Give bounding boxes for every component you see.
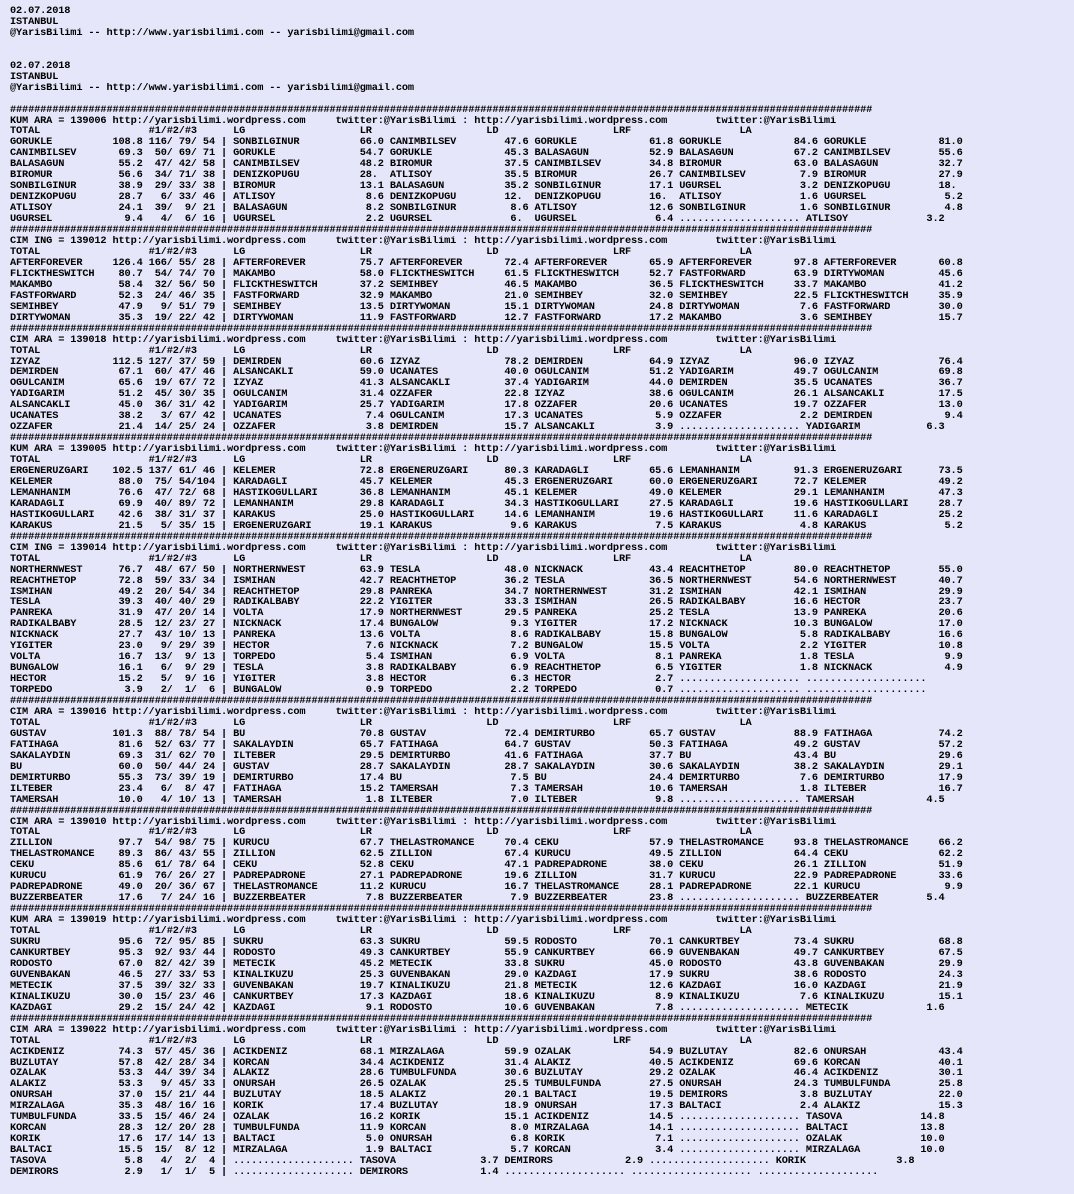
race-row: DIRTYWOMAN 35.3 19/ 22/ 42 | DIRTYWOMAN 11.9 FASTFORWARD 12.7 FASTFORWARD 17.2 MAKAMBO 3.6 SEMIHBEY 15.7 xyxy=(10,312,963,324)
separator-line: ############################################################################################################################################### xyxy=(10,904,873,916)
race-row: YIGITER 23.0 9/ 29/ 39 | HECTOR 7.6 NICKNACK 7.2 BUNGALOW 15.5 VOLTA 2.2 YIGITER 10.8 xyxy=(10,641,963,653)
separator-line: ############################################################################################################################################### xyxy=(10,1013,873,1025)
separator-line: ############################################################################################################################################### xyxy=(10,433,873,445)
separator-line: ############################################################################################################################################### xyxy=(10,225,873,237)
race-row: GUVENBAKAN 46.5 27/ 33/ 53 | KINALIKUZU 25.3 GUVENBAKAN 29.0 KAZDAGI 17.9 SUKRU 38.6 RODOSTO 24.3 xyxy=(10,969,963,981)
race-title: CIM ING = 139014 http://yarisbilimi.wordpress.com twitter:@YarisBilimi : http://yarisbilimi.wordpress.com twitter:@YarisBilimi xyxy=(10,542,836,554)
race-row: GUSTAV 101.3 88/ 78/ 54 | BU 70.8 GUSTAV 72.4 DEMIRTURBO 65.7 GUSTAV 88.9 FATIHAGA 74.2 xyxy=(10,728,963,740)
race-row: KURUCU 61.9 76/ 26/ 27 | PADREPADRONE 27.1 PADREPADRONE 19.6 ZILLION 31.7 KURUCU 22.9 PADREPADRONE 33.6 xyxy=(10,871,963,883)
race-row: ISMIHAN 49.2 20/ 54/ 34 | REACHTHETOP 29.8 PANREKA 34.7 NORTHERNWEST 31.2 ISMIHAN 42.1 ISMIHAN 29.9 xyxy=(10,586,963,598)
race-row: ACIKDENIZ 74.3 57/ 45/ 36 | ACIKDENIZ 68.1 MIRZALAGA 59.9 OZALAK 54.9 BUZLUTAY 82.6 ONURSAH 43.4 xyxy=(10,1046,963,1058)
race-row: KORIK 17.6 17/ 14/ 13 | BALTACI 5.0 ONURSAH 6.8 KORIK 7.1 .................... OZALAK 10.0 xyxy=(10,1134,945,1146)
blank-line xyxy=(10,50,1074,61)
race-row: DEMIRDEN 67.1 60/ 47/ 46 | ALSANCAKLI 59.0 UCANATES 40.0 OGULCANIM 51.2 YADIGARIM 49.7 OGULCANIM 69.8 xyxy=(10,367,963,379)
race-row: SUKRU 95.6 72/ 95/ 85 | SUKRU 63.3 SUKRU 59.5 RODOSTO 70.1 CANKURTBEY 73.4 SUKRU 68.8 xyxy=(10,937,963,948)
race-row: OZALAK 53.3 44/ 39/ 34 | ALAKIZ 28.6 TUMBULFUNDA 30.6 BUZLUTAY 29.2 OZALAK 46.4 ACIKDENIZ 30.1 xyxy=(10,1068,963,1080)
race-row: BIROMUR 56.6 34/ 71/ 38 | DENIZKOPUGU 28. ATLISOY 35.5 BIROMUR 26.7 CANIMBILSEV 7.9 BIROMUR 27.9 xyxy=(10,170,963,182)
race-row: BALASAGUN 55.2 47/ 42/ 58 | CANIMBILSEV 48.2 BIROMUR 37.5 CANIMBILSEV 34.8 BIROMUR 63.0 BALASAGUN 32.7 xyxy=(10,159,963,171)
race-row: KAZDAGI 29.2 15/ 24/ 42 | KAZDAGI 9.1 RODOSTO 10.6 GUVENBAKAN 7.8 .................... METECIK 1.6 xyxy=(10,1002,945,1014)
race-title: KUM ARA = 139019 http://yarisbilimi.wordpress.com twitter:@YarisBilimi : http://yarisbilimi.wordpress.com twitter:@YarisBilimi xyxy=(10,915,836,927)
race-row: TORPEDO 3.9 2/ 1/ 6 | BUNGALOW 0.9 TORPEDO 2.2 TORPEDO 0.7 .................... .................... xyxy=(10,685,927,697)
race-row: PANREKA 31.9 47/ 20/ 14 | VOLTA 17.9 NORTHERNWEST 29.5 PANREKA 25.2 TESLA 13.9 PANREKA 20.6 xyxy=(10,608,963,620)
race-row: HASTIKOGULLARI 42.6 38/ 31/ 37 | KARAKUS 25.0 HASTIKOGULLARI 14.6 LEMANHANIM 19.6 HASTIKOGULLARI 11.6 KARADAGLI 25.2 xyxy=(10,509,963,521)
race-title: CIM ARA = 139022 http://yarisbilimi.wordpress.com twitter:@YarisBilimi : http://yarisbilimi.wordpress.com twitter:@YarisBilimi xyxy=(10,1024,836,1036)
blank-line xyxy=(10,39,1074,50)
race-row: FASTFORWARD 52.3 24/ 46/ 35 | FASTFORWARD 32.9 MAKAMBO 21.0 SEMIHBEY 32.0 SEMIHBEY 22.5 FLICKTHESWITCH 35.9 xyxy=(10,290,963,302)
separator-line: ############################################################################################################################################### xyxy=(10,531,873,543)
race-row: UGURSEL 9.4 4/ 6/ 16 | UGURSEL 2.2 UGURSEL 6. UGURSEL 6.4 .................... ATLISOY 3.2 xyxy=(10,214,945,226)
race-row: SEMIHBEY 47.9 9/ 51/ 79 | SEMIHBEY 13.5 DIRTYWOMAN 15.1 DIRTYWOMAN 24.8 DIRTYWOMAN 7.6 FASTFORWARD 30.0 xyxy=(10,301,963,313)
race-row: TAMERSAH 10.0 4/ 10/ 13 | TAMERSAH 1.8 ILTEBER 7.0 ILTEBER 9.8 .................... TAMERSAH 4.5 xyxy=(10,794,945,806)
race-title: CIM ARA = 139018 http://yarisbilimi.wordpress.com twitter:@YarisBilimi : http://yarisbilimi.wordpress.com twitter:@YarisBilimi xyxy=(10,334,836,346)
race-row: CEKU 85.6 61/ 78/ 64 | CEKU 52.8 CEKU 47.1 PADREPADRONE 38.0 CEKU 26.1 ZILLION 51.9 xyxy=(10,860,963,872)
race-row: SONBILGINUR 38.9 29/ 33/ 38 | BIROMUR 13.1 BALASAGUN 35.2 SONBILGINUR 17.1 UGURSEL 3.2 DENIZKOPUGU 18. xyxy=(10,181,957,193)
race-row: OGULCANIM 65.6 19/ 67/ 72 | IZYAZ 41.3 ALSANCAKLI 37.4 YADIGARIM 44.0 DEMIRDEN 35.5 UCANATES 36.7 xyxy=(10,378,963,390)
race-row: MAKAMBO 58.4 32/ 56/ 50 | FLICKTHESWITCH 37.2 SEMIHBEY 46.5 MAKAMBO 36.5 FLICKTHESWITCH 33.7 MAKAMBO 41.2 xyxy=(10,279,963,291)
blank-line xyxy=(10,94,1074,105)
race-row: UCANATES 38.2 3/ 67/ 42 | UCANATES 7.4 OGULCANIM 17.3 UCANATES 5.9 OZZAFER 2.2 DEMIRDEN 9.4 xyxy=(10,411,963,423)
race-column-header: TOTAL #1/#2/#3 LG LR LD LRF LA xyxy=(10,455,752,467)
race-row: THELASTROMANCE 89.3 86/ 43/ 55 | ZILLION 62.5 ZILLION 67.4 KURUCU 49.5 ZILLION 64.4 CEKU 62.2 xyxy=(10,849,963,861)
race-row: NORTHERNWEST 76.7 48/ 67/ 50 | NORTHERNWEST 63.9 TESLA 48.0 NICKNACK 43.4 REACHTHETOP 80.0 REACHTHETOP 55.0 xyxy=(10,564,963,576)
separator-line: ############################################################################################################################################### xyxy=(10,323,873,335)
race-column-header: TOTAL #1/#2/#3 LG LR LD LRF LA xyxy=(10,553,752,565)
race-row: RADIKALBABY 28.5 12/ 23/ 27 | NICKNACK 17.4 BUNGALOW 9.3 YIGITER 17.2 NICKNACK 10.3 BUNGALOW 17.0 xyxy=(10,619,963,631)
race-row: KELEMER 88.0 75/ 54/104 | KARADAGLI 45.7 KELEMER 45.3 ERGENERUZGARI 60.0 ERGENERUZGARI 72.7 KELEMER 49.2 xyxy=(10,476,963,488)
race-row: DEMIRTURBO 55.3 73/ 39/ 19 | DEMIRTURBO 17.4 BU 7.5 BU 24.4 DEMIRTURBO 7.6 DEMIRTURBO 17.9 xyxy=(10,772,963,784)
race-row: SAKALAYDIN 69.3 31/ 62/ 70 | ILTEBER 29.5 DEMIRTURBO 41.6 FATIHAGA 37.7 BU 43.4 BU 29.6 xyxy=(10,750,963,762)
race-row: KARADAGLI 69.9 40/ 89/ 72 | LEMANHANIM 29.8 KARADAGLI 34.3 HASTIKOGULLARI 27.5 KARADAGLI 19.6 HASTIKOGULLARI 28.7 xyxy=(10,498,963,510)
race-row: REACHTHETOP 72.8 59/ 33/ 34 | ISMIHAN 42.7 REACHTHETOP 36.2 TESLA 36.5 NORTHERNWEST 54.6 NORTHERNWEST 40.7 xyxy=(10,575,963,587)
separator-line: ############################################################################################################################################### xyxy=(10,805,873,817)
header-line: @YarisBilimi -- http://www.yarisbilimi.com -- yarisbilimi@gmail.com xyxy=(10,82,414,94)
race-row: GORUKLE 108.8 116/ 79/ 54 | SONBILGINUR 66.0 CANIMBILSEV 47.6 GORUKLE 61.8 GORUKLE 84.6 GORUKLE 81.0 xyxy=(10,137,963,149)
race-column-header: TOTAL #1/#2/#3 LG LR LD LRF LA xyxy=(10,345,752,357)
race-column-header: TOTAL #1/#2/#3 LG LR LD LRF LA xyxy=(10,717,752,729)
race-row: BALTACI 15.5 15/ 8/ 12 | MIRZALAGA 1.9 BALTACI 5.7 KORCAN 3.4 .................... MIRZALAGA 10.0 xyxy=(10,1145,945,1157)
race-row: MIRZALAGA 35.3 48/ 16/ 16 | KORIK 17.4 BUZLUTAY 18.9 ONURSAH 17.3 BALTACI 2.4 ALAKIZ 15.3 xyxy=(10,1101,963,1113)
race-title: CIM ARA = 139010 http://yarisbilimi.wordpress.com twitter:@YarisBilimi : http://yarisbilimi.wordpress.com twitter:@YarisBilimi xyxy=(10,816,836,828)
race-column-header: TOTAL #1/#2/#3 LG LR LD LRF LA xyxy=(10,1035,752,1047)
race-row: YADIGARIM 51.2 45/ 30/ 35 | OGULCANIM 31.4 OZZAFER 22.8 IZYAZ 38.6 OGULCANIM 26.1 ALSANCAKLI 17.5 xyxy=(10,389,963,401)
race-row: BUZZERBEATER 17.6 7/ 24/ 16 | BUZZERBEATER 7.8 BUZZERBEATER 7.9 BUZZERBEATER 23.8 .................... BUZZERBEATER 5.4 xyxy=(10,893,945,905)
race-title: CIM ARA = 139016 http://yarisbilimi.wordpress.com twitter:@YarisBilimi : http://yarisbilimi.wordpress.com twitter:@YarisBilimi xyxy=(10,707,836,718)
race-row: ILTEBER 23.4 6/ 8/ 47 | FATIHAGA 15.2 TAMERSAH 7.3 TAMERSAH 10.6 TAMERSAH 1.8 ILTEBER 16.7 xyxy=(10,783,963,795)
race-row: ZILLION 97.7 54/ 98/ 75 | KURUCU 67.7 THELASTROMANCE 70.4 CEKU 57.9 THELASTROMANCE 93.8 THELASTROMANCE 66.2 xyxy=(10,838,963,850)
race-row: FATIHAGA 81.6 52/ 63/ 77 | SAKALAYDIN 65.7 FATIHAGA 64.7 GUSTAV 50.3 FATIHAGA 49.2 GUSTAV 57.2 xyxy=(10,739,963,751)
race-row: ALSANCAKLI 45.0 36/ 31/ 42 | YADIGARIM 25.7 YADIGARIM 17.8 OZZAFER 20.6 UCANATES 19.7 OZZAFER 13.0 xyxy=(10,400,963,412)
header-line: 02.07.2018 xyxy=(10,60,71,72)
race-row: DENIZKOPUGU 28.7 6/ 33/ 46 | ATLISOY 8.6 DENIZKOPUGU 12. DENIZKOPUGU 16. ATLISOY 1.6 UGURSEL 5.2 xyxy=(10,192,963,204)
race-row: IZYAZ 112.5 127/ 37/ 59 | DEMIRDEN 60.6 IZYAZ 78.2 DEMIRDEN 64.9 IZYAZ 96.0 IZYAZ 76.4 xyxy=(10,356,963,368)
race-title: KUM ARA = 139006 http://yarisbilimi.wordpress.com twitter:@YarisBilimi : http://yarisbilimi.wordpress.com twitter:@YarisBilimi xyxy=(10,115,836,127)
race-row: DEMIRORS 2.9 1/ 1/ 5 | .................... DEMIRORS 1.4 .................... .................... .................... xyxy=(10,1167,879,1178)
race-row: METECIK 37.5 39/ 32/ 33 | GUVENBAKAN 19.7 KINALIKUZU 21.8 METECIK 12.6 KAZDAGI 16.0 KAZDAGI 21.9 xyxy=(10,980,963,992)
header-line: 02.07.2018 xyxy=(10,6,71,17)
race-row: VOLTA 16.7 13/ 9/ 13 | TORPEDO 5.4 ISMIHAN 6.9 VOLTA 8.1 PANREKA 1.8 TESLA 9.9 xyxy=(10,652,963,664)
race-row: ATLISOY 24.1 39/ 9/ 21 | BALASAGUN 8.2 SONBILGINUR 8.6 ATLISOY 12.6 SONBILGINUR 1.6 SONBILGINUR 4.8 xyxy=(10,203,963,215)
race-row: BUNGALOW 16.1 6/ 9/ 29 | TESLA 3.8 RADIKALBABY 6.9 REACHTHETOP 6.5 YIGITER 1.8 NICKNACK 4.9 xyxy=(10,663,963,675)
race-row: AFTERFOREVER 126.4 166/ 55/ 28 | AFTERFOREVER 75.7 AFTERFOREVER 72.4 AFTERFOREVER 65.9 AFTERFOREVER 97.8 AFTERFOREVER 60.8 xyxy=(10,257,963,269)
race-row: RODOSTO 67.0 82/ 42/ 39 | METECIK 45.2 METECIK 33.8 SUKRU 45.0 RODOSTO 43.8 GUVENBAKAN 29.9 xyxy=(10,958,963,970)
separator-line: ############################################################################################################################################### xyxy=(10,104,873,116)
header-line: ISTANBUL xyxy=(10,71,59,83)
race-row: CANIMBILSEV 69.3 50/ 69/ 71 | GORUKLE 54.7 GORUKLE 45.3 BALASAGUN 52.9 BALASAGUN 67.2 CANIMBILSEV 55.6 xyxy=(10,148,963,160)
race-row: ERGENERUZGARI 102.5 137/ 61/ 46 | KELEMER 72.8 ERGENERUZGARI 80.3 KARADAGLI 65.6 LEMANHANIM 91.3 ERGENERUZGARI 73.5 xyxy=(10,466,963,477)
race-row: TESLA 39.3 40/ 40/ 29 | RADIKALBABY 22.2 YIGITER 33.3 ISMIHAN 26.5 RADIKALBABY 16.6 HECTOR 23.7 xyxy=(10,597,963,609)
race-row: FLICKTHESWITCH 80.7 54/ 74/ 70 | MAKAMBO 58.0 FLICKTHESWITCH 61.5 FLICKTHESWITCH 52.7 FASTFORWARD 63.9 DIRTYWOMAN 45.6 xyxy=(10,268,963,280)
race-title: KUM ARA = 139005 http://yarisbilimi.wordpress.com twitter:@YarisBilimi : http://yarisbilimi.wordpress.com twitter:@YarisBilimi xyxy=(10,444,836,456)
race-row: ALAKIZ 53.3 9/ 45/ 33 | ONURSAH 26.5 OZALAK 25.5 TUMBULFUNDA 27.5 ONURSAH 24.3 TUMBULFUNDA 25.8 xyxy=(10,1079,963,1091)
race-row: KORCAN 28.3 12/ 20/ 28 | TUMBULFUNDA 11.9 KORCAN 8.0 MIRZALAGA 14.1 .................... BALTACI 13.8 xyxy=(10,1123,945,1135)
race-column-header: TOTAL #1/#2/#3 LG LR LD LRF LA xyxy=(10,926,752,938)
race-title: CIM ING = 139012 http://yarisbilimi.wordpress.com twitter:@YarisBilimi : http://yarisbilimi.wordpress.com twitter:@YarisBilimi xyxy=(10,236,836,247)
header-line: @YarisBilimi -- http://www.yarisbilimi.com -- yarisbilimi@gmail.com xyxy=(10,27,414,39)
race-column-header: TOTAL #1/#2/#3 LG LR LD LRF LA xyxy=(10,126,752,138)
race-row: OZZAFER 21.4 14/ 25/ 24 | OZZAFER 3.8 DEMIRDEN 15.7 ALSANCAKLI 3.9 .................... YADIGARIM 6.3 xyxy=(10,422,945,434)
race-row: TUMBULFUNDA 33.5 15/ 46/ 24 | OZALAK 16.2 KORIK 15.1 ACIKDENIZ 14.5 .................... TASOVA 14.8 xyxy=(10,1112,945,1124)
race-row: HECTOR 15.2 5/ 9/ 16 | YIGITER 3.8 HECTOR 6.3 HECTOR 2.7 .................... .................... xyxy=(10,674,927,686)
race-row: NICKNACK 27.7 43/ 10/ 13 | PANREKA 13.6 VOLTA 8.6 RADIKALBABY 15.8 BUNGALOW 5.8 RADIKALBABY 16.6 xyxy=(10,630,963,642)
race-column-header: TOTAL #1/#2/#3 LG LR LD LRF LA xyxy=(10,246,752,258)
race-row: PADREPADRONE 49.0 20/ 36/ 67 | THELASTROMANCE 11.2 KURUCU 16.7 THELASTROMANCE 28.1 PADREPADRONE 22.1 KURUCU 9.9 xyxy=(10,882,963,894)
race-row: BUZLUTAY 57.8 42/ 28/ 34 | KORCAN 34.4 ACIKDENIZ 31.4 ALAKIZ 40.5 ACIKDENIZ 69.6 KORCAN 40.1 xyxy=(10,1057,963,1069)
race-row: TASOVA 5.8 4/ 2/ 4 | .................... TASOVA 3.7 DEMIRORS 2.9 .................... KORIK 3.8 xyxy=(10,1156,915,1168)
race-column-header: TOTAL #1/#2/#3 LG LR LD LRF LA xyxy=(10,827,752,839)
race-row: KINALIKUZU 30.0 15/ 23/ 46 | CANKURTBEY 17.3 KAZDAGI 18.6 KINALIKUZU 8.9 KINALIKUZU 7.6 KINALIKUZU 15.1 xyxy=(10,991,963,1003)
race-row: BU 60.0 50/ 44/ 24 | GUSTAV 28.7 SAKALAYDIN 28.7 SAKALAYDIN 30.6 SAKALAYDIN 38.2 SAKALAYDIN 29.1 xyxy=(10,761,963,773)
separator-line: ############################################################################################################################################### xyxy=(10,696,873,707)
header-line: ISTANBUL xyxy=(10,16,59,28)
race-row: CANKURTBEY 95.3 92/ 93/ 44 | RODOSTO 49.3 CANKURTBEY 55.9 CANKURTBEY 66.9 GUVENBAKAN 49.7 CANKURTBEY 67.5 xyxy=(10,947,963,959)
race-row: KARAKUS 21.5 5/ 35/ 15 | ERGENERUZGARI 19.1 KARAKUS 9.6 KARAKUS 7.5 KARAKUS 4.8 KARAKUS 5.2 xyxy=(10,520,963,532)
race-row: LEMANHANIM 76.6 47/ 72/ 68 | HASTIKOGULLARI 36.8 LEMANHANIM 45.1 KELEMER 49.0 KELEMER 29.1 LEMANHANIM 47.3 xyxy=(10,487,963,499)
race-row: ONURSAH 37.0 15/ 21/ 44 | BUZLUTAY 18.5 ALAKIZ 20.1 BALTACI 19.5 DEMIRORS 3.8 BUZLUTAY 22.0 xyxy=(10,1090,963,1102)
